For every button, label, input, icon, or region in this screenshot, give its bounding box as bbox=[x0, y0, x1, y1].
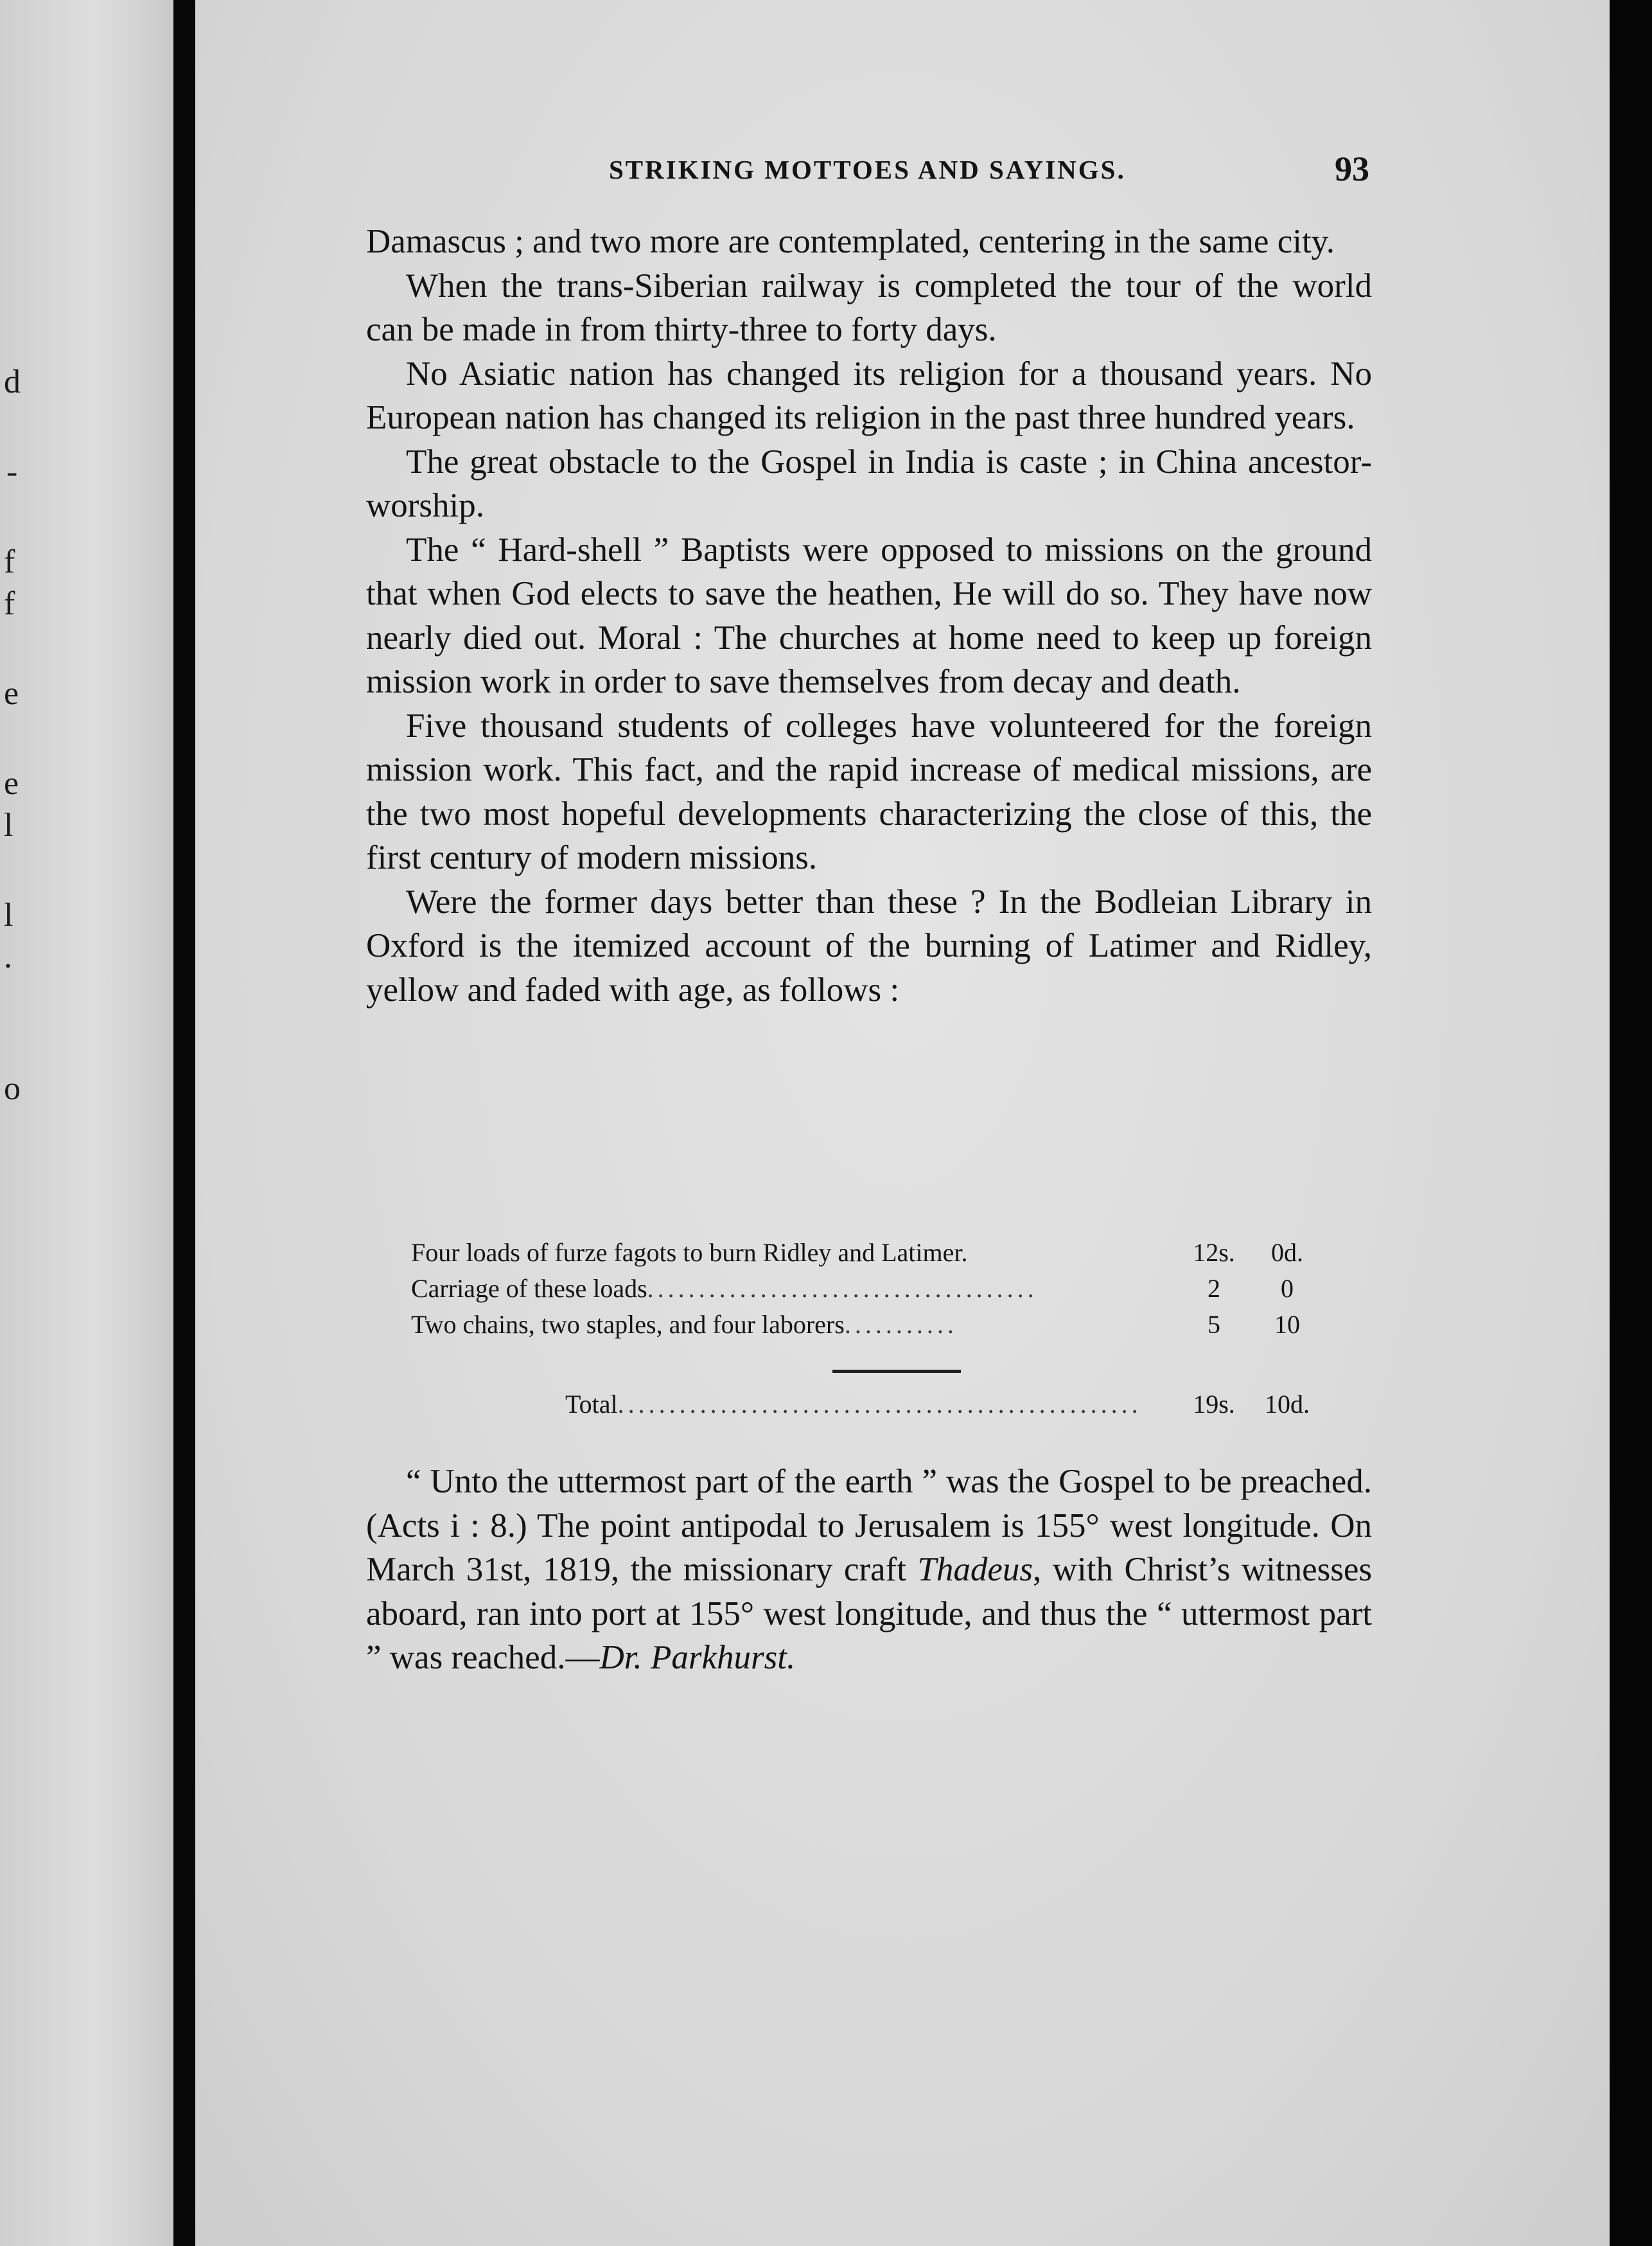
account-total-shillings: 19s. bbox=[1193, 1390, 1235, 1419]
account-pence: 0d. bbox=[1271, 1238, 1303, 1267]
paragraph: No Asiatic nation has changed its religion for a thousand years. No European nation has changed its religion in the past three hundred years. bbox=[366, 355, 1372, 436]
margin-fragment: d bbox=[4, 364, 21, 400]
account-pence: 10 bbox=[1274, 1310, 1300, 1339]
account-shillings: 12s. bbox=[1193, 1238, 1235, 1267]
ship-name: Thadeus bbox=[917, 1551, 1033, 1588]
account-row bbox=[411, 1237, 1330, 1269]
sum-rule bbox=[832, 1370, 961, 1373]
account-total-pence: 10d. bbox=[1265, 1390, 1310, 1419]
paragraph: When the trans-Siberian railway is completed the tour of the world can be made in from thirty-three to forty days. bbox=[366, 267, 1372, 348]
previous-page-edge bbox=[0, 0, 173, 2246]
margin-fragment: f bbox=[4, 585, 15, 622]
page-number: 93 bbox=[1335, 150, 1369, 188]
paragraph: Were the former days better than these ? In the Bodleian Library in Oxford is the itemized account of the burning of Latimer and Ridley, yellow and faded with age, as follows : bbox=[366, 883, 1372, 1009]
margin-fragment: - bbox=[6, 454, 18, 490]
margin-fragment: f bbox=[4, 544, 15, 580]
account-shillings: 2 bbox=[1208, 1274, 1220, 1303]
paragraph: The “ Hard-shell ” Baptists were opposed to missions on the ground that when God elects to save the heathen, He will do so. They have now nearly died out. Moral : The churches at home need to keep up foreign mission work in order to save themselves from decay and death. bbox=[366, 531, 1372, 700]
closing-paragraph: “ Unto the uttermost part of the earth ” was the Gospel to be preached. (Acts i : 8.) The point antipodal to Jerusalem is 155° west longitude. On March 31st, 1819, the missionary craft Thadeus, with Christ’s witnesses aboard, ran into port at 155° west longitude, and thus the “ uttermost part ” was reached.—Dr. Parkhurst. bbox=[366, 1463, 1372, 1676]
account-total-label: Total................................................... bbox=[565, 1390, 1142, 1419]
margin-fragment: o bbox=[4, 1070, 21, 1107]
account-item: Four loads of furze fagots to burn Ridley and Latimer. bbox=[411, 1238, 968, 1267]
paragraph: Five thousand students of colleges have volunteered for the foreign mission work. This fact, and the rapid increase of medical missions, are the two most hopeful developments characterizing the close of this, the first century of modern missions. bbox=[366, 707, 1372, 876]
margin-fragment: e bbox=[4, 765, 19, 802]
account-pence: 0 bbox=[1281, 1274, 1294, 1303]
paragraph: The great obstacle to the Gospel in India is caste ; in China ancestor-worship. bbox=[366, 443, 1372, 524]
book-gutter bbox=[173, 0, 195, 2246]
account-row bbox=[411, 1309, 1330, 1341]
right-scan-edge bbox=[1610, 0, 1652, 2246]
body-text bbox=[366, 220, 1372, 1012]
account-row bbox=[411, 1273, 1330, 1305]
account-shillings: 5 bbox=[1208, 1310, 1220, 1339]
margin-fragment: . bbox=[4, 939, 12, 975]
paragraph: Damascus ; and two more are contemplated, centering in the same city. bbox=[366, 223, 1335, 260]
margin-fragment: l bbox=[4, 807, 13, 844]
margin-fragment: l bbox=[4, 897, 13, 933]
running-head: STRIKING MOTTOES AND SAYINGS. bbox=[609, 155, 1126, 184]
account-item: Carriage of these loads...................................... bbox=[411, 1274, 1038, 1303]
margin-fragment: e bbox=[4, 675, 19, 712]
account-item: Two chains, two staples, and four laborers........... bbox=[411, 1310, 958, 1339]
account-total-row bbox=[411, 1389, 1330, 1421]
attribution: Dr. Parkhurst. bbox=[599, 1639, 796, 1676]
